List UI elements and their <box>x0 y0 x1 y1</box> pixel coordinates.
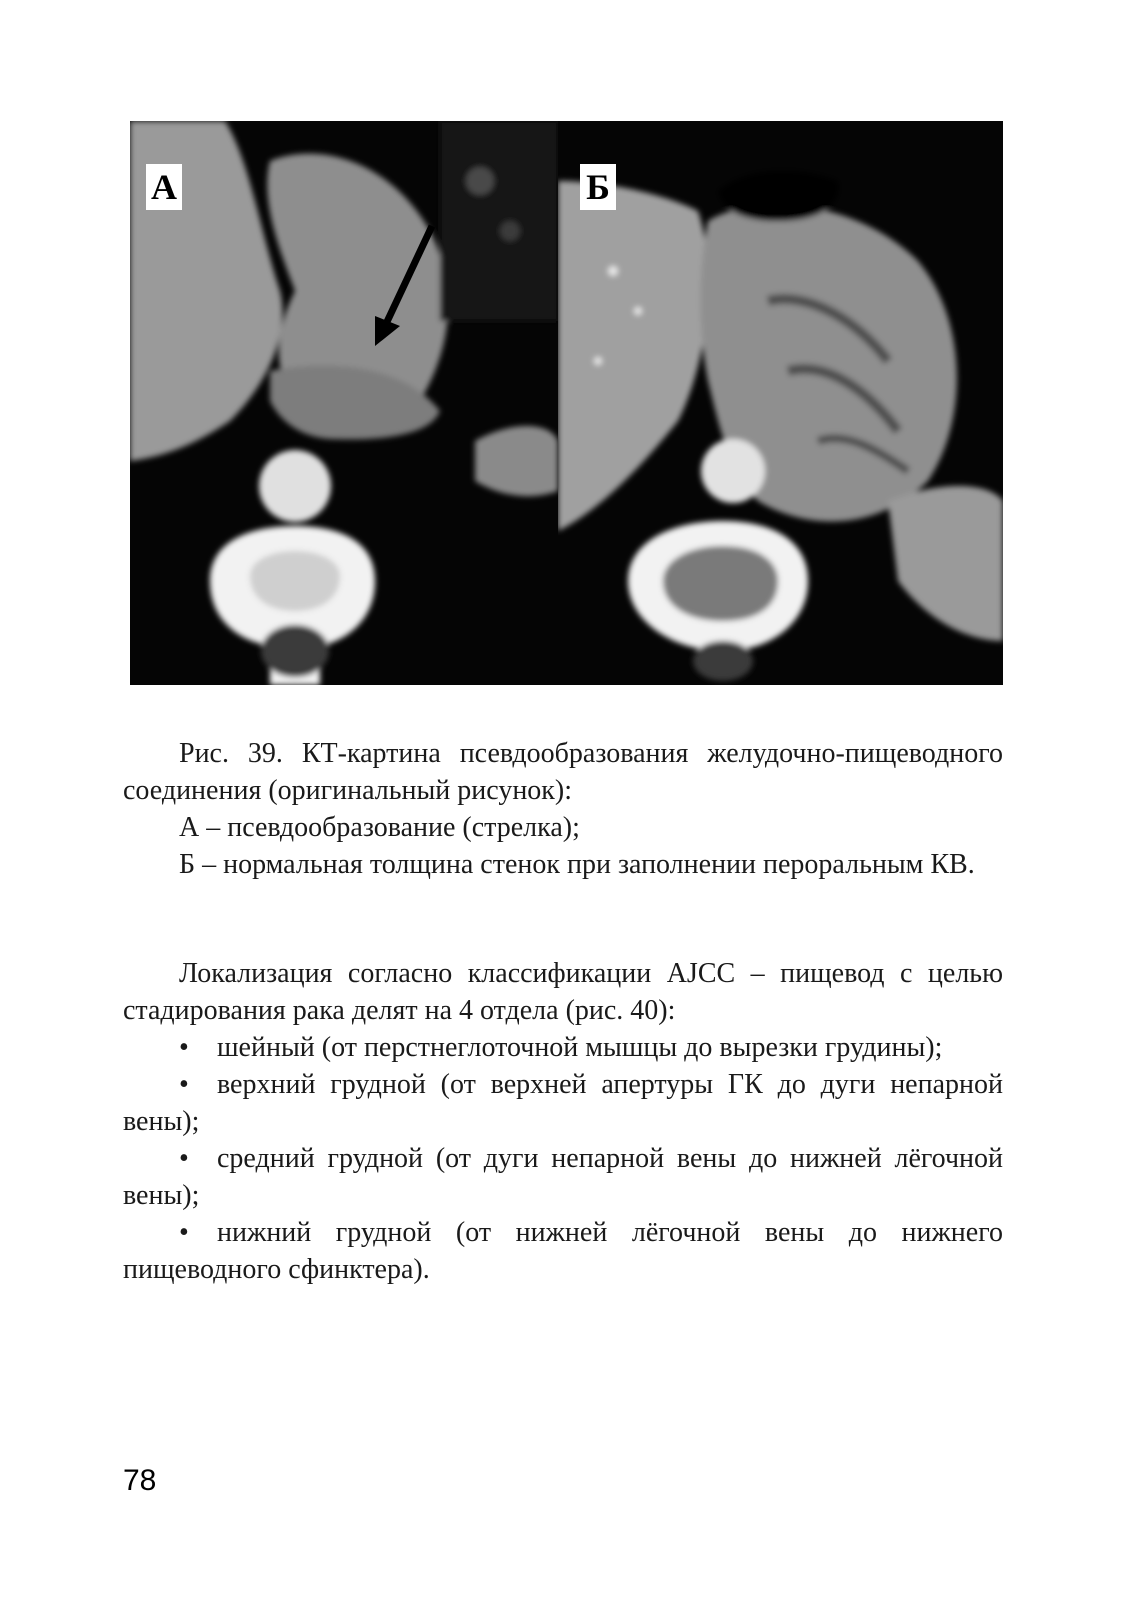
bullet-symbol: • <box>179 1069 189 1100</box>
body-intro: Локализация согласно классификации AJCC – пищевод с целью стадирования рака делят на 4 отдела (рис. 40): <box>123 958 1003 1026</box>
bullet-text: верхний грудной (от верхней апертуры ГК до дуги непарной вены); <box>123 1069 1003 1137</box>
body-text <box>123 955 1003 1288</box>
ct-panel-b <box>558 121 1003 685</box>
page-number: 78 <box>123 1464 157 1497</box>
panel-label-a: А <box>146 164 182 210</box>
bullet-item <box>123 1140 1003 1214</box>
caption-item-b: Б – нормальная толщина стенок при заполнении пероральным КВ. <box>179 849 975 880</box>
panel-label-b: Б <box>580 164 616 210</box>
caption-item-a: А – псевдообразование (стрелка); <box>179 812 580 843</box>
figure-caption <box>123 735 1003 883</box>
ct-image-a <box>130 121 558 685</box>
bullet-symbol: • <box>179 1217 189 1248</box>
caption-title: Рис. 39. КТ-картина псевдообразования желудочно-пищеводного соединения (оригинальный рисунок): <box>123 738 1003 806</box>
bullet-text: шейный (от перстнеглоточной мышцы до вырезки грудины); <box>217 1032 943 1063</box>
ct-image-b <box>558 121 1003 685</box>
bullet-item <box>123 1214 1003 1288</box>
bullet-symbol: • <box>179 1032 189 1063</box>
bullet-text: нижний грудной (от нижней лёгочной вены до нижнего пищеводного сфинктера). <box>123 1217 1003 1285</box>
bullet-item <box>123 1029 1003 1066</box>
bullet-text: средний грудной (от дуги непарной вены до нижней лёгочной вены); <box>123 1143 1003 1211</box>
ct-panel-a <box>130 121 558 685</box>
bullet-symbol: • <box>179 1143 189 1174</box>
ct-figure <box>130 121 1003 685</box>
bullet-item <box>123 1066 1003 1140</box>
